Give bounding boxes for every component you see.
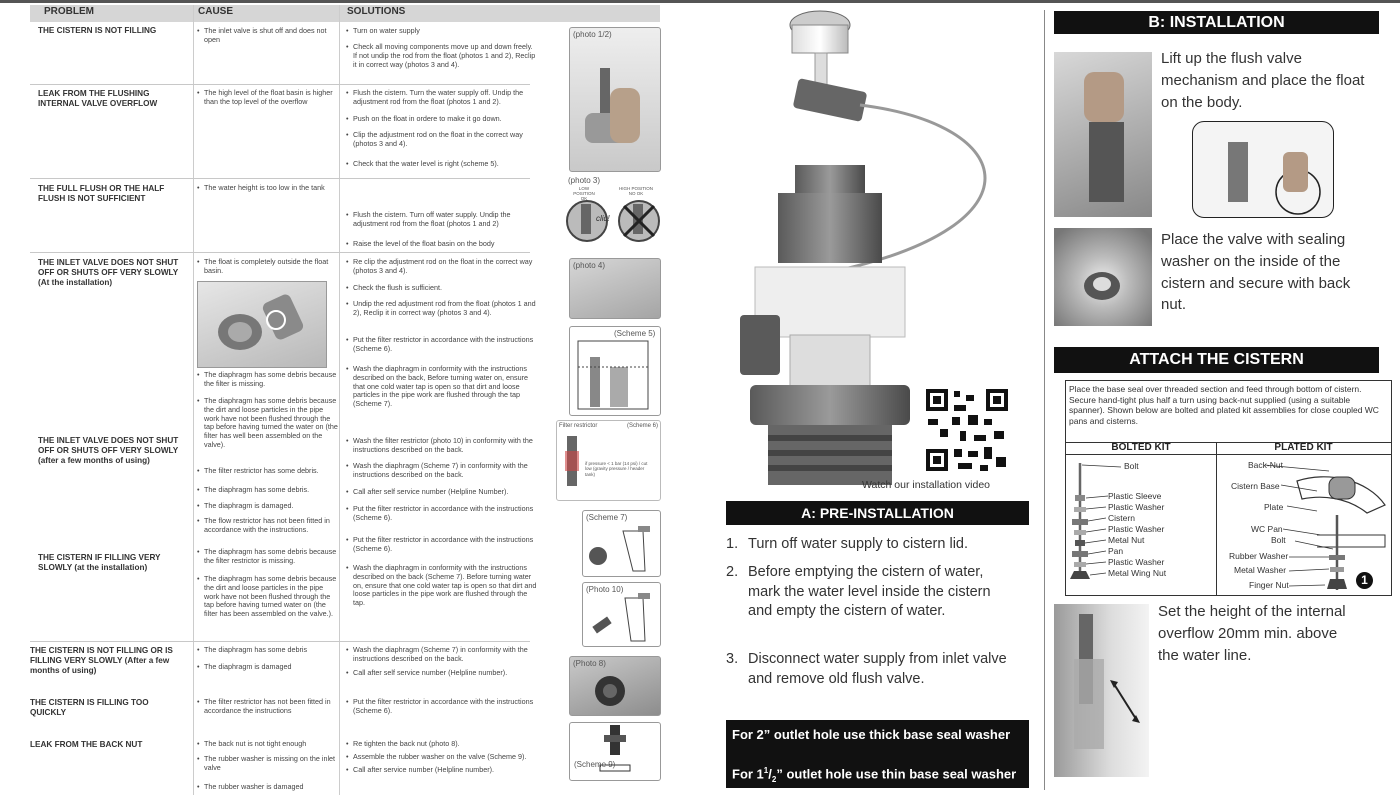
plated-label: Back-Nut bbox=[1248, 460, 1283, 470]
float-basin-photo bbox=[197, 281, 327, 368]
thin-washer-suffix: ” outlet hole use thin base seal washer bbox=[776, 766, 1017, 782]
bolted-label: Plastic Washer bbox=[1108, 524, 1165, 534]
solution-text: • Clip the adjustment rod on the float in the correct way (photos 3 and 4). bbox=[345, 131, 538, 149]
photo-label: (Photo 8) bbox=[573, 659, 606, 668]
top-border bbox=[0, 0, 1400, 3]
photo-8 bbox=[569, 656, 661, 716]
step-number: 1. bbox=[726, 536, 739, 552]
cause-text: • The filter restrictor has not been fitted in accordance the instructions bbox=[196, 698, 339, 716]
cause-text: • The flow restrictor has not been fitted in accordance with the instructions. bbox=[196, 517, 339, 535]
overflow-height-photo bbox=[1054, 604, 1149, 777]
photo-10 bbox=[582, 582, 661, 647]
attach-cistern-title: ATTACH THE CISTERN bbox=[1054, 347, 1379, 373]
pressure-note: if pressure < 1 bar (14 psi) / cut low (gravity pressure / header tank) bbox=[585, 461, 648, 477]
fraction-numerator: 1 bbox=[763, 766, 769, 775]
photo-label: (Scheme 5) bbox=[614, 329, 656, 338]
solution-text: • Wash the diaphragm (Scheme 7) in conformity with the instructions described on the back. bbox=[345, 646, 538, 664]
solution-text: • Push on the float in ordere to make it go down. bbox=[345, 115, 538, 124]
attach-intro: Place the base seal over threaded section and feed through bottom of cistern. Secure hand-tight plus half a turn using back-nut supplied (using a suitable spanner). Shown below are bolted and plated kit assemblies for close coupled WC pans and cisterns. bbox=[1069, 384, 1379, 426]
solution-text: • Wash the diaphragm (Scheme 7) in conformity with the instructions described on the back. bbox=[345, 462, 538, 480]
plated-label: Cistern Base bbox=[1231, 481, 1280, 491]
problem-text: THE INLET VALVE DOES NOT SHUT OFF OR SHUTS OFF VERY SLOWLY (At the installation) bbox=[38, 258, 179, 287]
solution-text: • Call after self service number (Helpline Number). bbox=[345, 488, 538, 497]
photo-label: (Scheme 9) bbox=[574, 760, 616, 769]
solution-text: • Check the flush is sufficient. bbox=[345, 284, 538, 293]
installation-step-2: Place the valve with sealing washer on the inside of the cistern and secure with back nut. bbox=[1161, 231, 1351, 314]
sealing-washer-photo bbox=[1054, 228, 1152, 326]
table-header bbox=[30, 5, 660, 22]
photo-label: (photo 3) bbox=[568, 176, 601, 185]
plated-label: Rubber Washer bbox=[1229, 551, 1289, 561]
step-text: Turn off water supply to cistern lid. bbox=[748, 536, 969, 552]
installation-step-1: Lift up the flush valve mechanism and place the float on the body. bbox=[1161, 50, 1365, 111]
problem-text: LEAK FROM THE BACK NUT bbox=[30, 740, 143, 749]
kit-diagram-box bbox=[1065, 380, 1392, 596]
step-number: 2. bbox=[726, 564, 739, 580]
photo-label: (photo 4) bbox=[573, 261, 606, 270]
bolted-label-bolt: Bolt bbox=[1124, 461, 1139, 471]
washer-illustration bbox=[1054, 228, 1152, 326]
pre-installation-title: A: PRE-INSTALLATION bbox=[726, 501, 1029, 525]
solution-text: • Put the filter restrictor in accordance with the instructions (Scheme 6). bbox=[345, 698, 538, 716]
problem-text: LEAK FROM THE FLUSHING INTERNAL VALVE OVERFLOW bbox=[38, 89, 158, 108]
hand-adjust-illustration bbox=[570, 28, 660, 171]
solution-text: • Call after service number (Helpline number). bbox=[345, 766, 538, 775]
bolted-label: Metal Nut bbox=[1108, 535, 1145, 545]
step-number: 3. bbox=[726, 651, 739, 667]
rubber-washer-illustration bbox=[570, 723, 660, 780]
cause-text: • The diaphragm has some debris because the dirt and loose particles in the pipe work have not been flushed through the tap before having turned the water on (the filter has well been assembled on the valve). bbox=[196, 397, 339, 450]
plated-label: Plate bbox=[1264, 502, 1284, 512]
hand-lift-illustration bbox=[1054, 52, 1152, 217]
solution-text: • Put the filter restrictor in accordance with the instructions (Scheme 6). bbox=[345, 336, 538, 354]
plated-label: Metal Washer bbox=[1234, 565, 1287, 575]
problem-text: THE FULL FLUSH OR THE HALF FLUSH IS NOT SUFFICIENT bbox=[38, 184, 165, 203]
plated-label: WC Pan bbox=[1251, 524, 1283, 534]
solution-text: • Wash the diaphragm in conformity with the instructions described on the back (Scheme 7). Before turning water on, ensure that one cold water tap is open so that dirt and loose particles in the pipe work are flushed through the tap. bbox=[345, 564, 538, 608]
solution-text: • Flush the cistern. Turn the water supply off. Undip the adjustment rod from the float (photos 1 and 2). bbox=[345, 89, 538, 107]
installation-title: B: INSTALLATION bbox=[1054, 11, 1379, 34]
lift-valve-photo bbox=[1054, 52, 1152, 217]
scheme-7 bbox=[582, 510, 661, 577]
thin-washer-text: For $1^1/_2$” outlet hole use thin base seal washer bbox=[732, 766, 1017, 784]
step-text: Before emptying the cistern of water, mark the water level inside the cistern and empty the cistern of water. bbox=[748, 564, 991, 620]
cause-text: • The rubber washer is damaged bbox=[196, 783, 339, 792]
header-problem: PROBLEM bbox=[44, 6, 94, 17]
bolted-label: Pan bbox=[1108, 546, 1124, 556]
problem-text: THE CISTERN IS FILLING TOO QUICKLY bbox=[30, 698, 149, 717]
solution-text: • Assemble the rubber washer on the valve (Scheme 9). bbox=[345, 753, 538, 762]
plated-label: Finger Nut bbox=[1249, 580, 1289, 590]
overflow-illustration bbox=[1054, 604, 1149, 777]
high-position-label: HIGH POSITION NO OK bbox=[618, 186, 653, 196]
problem-text: THE CISTERN IF FILLING VERY SLOWLY (at the installation) bbox=[38, 553, 161, 572]
cause-text: • The water height is too low in the tank bbox=[196, 184, 339, 193]
overflow-step: Set the height of the internal overflow 20mm min. above the water line. bbox=[1158, 603, 1346, 664]
step-text: Disconnect water supply from inlet valve and remove old flush valve. bbox=[748, 651, 1007, 687]
problem-text: THE CISTERN IS NOT FILLING OR IS FILLING VERY SLOWLY (After a few months of using) bbox=[30, 646, 173, 675]
bolted-label: Plastic Washer bbox=[1108, 557, 1165, 567]
plated-kit-title: PLATED KIT bbox=[1274, 442, 1333, 453]
cause-text: • The diaphragm has some debris because the filter restrictor is missing. bbox=[196, 548, 339, 566]
header-solutions: SOLUTIONS bbox=[347, 6, 406, 17]
header-cause: CAUSE bbox=[198, 6, 234, 17]
cause-text: • The inlet valve is shut off and does not open bbox=[196, 27, 339, 45]
column-divider bbox=[339, 5, 340, 795]
row-divider bbox=[30, 252, 530, 253]
problem-text: THE CISTERN IS NOT FILLING bbox=[38, 26, 157, 35]
cause-text: • The diaphragm has some debris bbox=[196, 646, 339, 655]
solution-text: • Put the filter restrictor in accordance with the instructions (Scheme 6). bbox=[345, 536, 538, 554]
qr-code[interactable] bbox=[924, 387, 1010, 473]
cause-text: • The rubber washer is missing on the inlet valve bbox=[196, 755, 339, 773]
bolted-label: Cistern bbox=[1108, 513, 1135, 523]
page-divider bbox=[1044, 10, 1045, 790]
washer-info-box bbox=[726, 720, 1029, 788]
photo-4 bbox=[569, 258, 661, 319]
scheme-6 bbox=[556, 420, 661, 501]
photo-label: (Photo 10) bbox=[586, 585, 624, 594]
column-divider bbox=[193, 5, 194, 795]
solution-text: • Wash the filter restrictor (photo 10) in conformity with the instructions described on the back. bbox=[345, 437, 538, 455]
thin-washer-prefix: For 1 bbox=[732, 766, 764, 782]
cause-text: • The high level of the float basin is higher than the top level of the overflow bbox=[196, 89, 339, 107]
low-position-label: LOW POSITION OK bbox=[573, 186, 595, 201]
plated-label: Bolt bbox=[1271, 535, 1286, 545]
photo-label: (Scheme 6) bbox=[627, 423, 659, 429]
float-basin-illustration bbox=[198, 282, 326, 367]
solution-text: • Wash the diaphragm in conformity with the instructions described on the back, Before turning water on, ensure that one cold water tap is open so that dirt and loose particles in the pipe work are flushed through the tap (Scheme 7). bbox=[345, 365, 538, 409]
solution-text: • Check all moving components move up and down freely. If not undip the rod from the float (photos 1 and 2), Reclip it in correct way (photos 3 and 4). bbox=[345, 43, 538, 69]
solution-text: • Check that the water level is right (scheme 5). bbox=[345, 160, 538, 169]
photo-label: (photo 1/2) bbox=[573, 30, 612, 39]
cause-text: • The float is completely outside the float basin. bbox=[196, 258, 339, 276]
solution-text: • Undip the red adjustment rod from the float (photos 1 and 2), Reclip it in correct way (photos 3 and 4). bbox=[345, 300, 538, 318]
cause-text: • The diaphragm has some debris. bbox=[196, 486, 339, 495]
solution-text: • Re clip the adjustment rod on the float in the correct way (photos 3 and 4). bbox=[345, 258, 538, 276]
solution-text: • Turn on water supply bbox=[345, 27, 538, 36]
scheme-9 bbox=[569, 722, 661, 781]
solution-text: • Put the filter restrictor in accordance with the instructions (Scheme 6). bbox=[345, 505, 538, 523]
kit-number-badge: 1 bbox=[1356, 572, 1373, 589]
cistern-scheme-illustration bbox=[570, 327, 660, 415]
cause-text: • The back nut is not tight enough bbox=[196, 740, 339, 749]
cause-text: • The filter restrictor has some debris. bbox=[196, 467, 339, 476]
row-divider bbox=[30, 84, 530, 85]
bolted-kit-title: BOLTED KIT bbox=[1111, 442, 1171, 453]
problem-text: THE INLET VALVE DOES NOT SHUT OFF OR SHUTS OFF VERY SLOWLY (after a few months of using) bbox=[38, 436, 179, 465]
thick-washer-text: For 2” outlet hole use thick base seal washer bbox=[732, 727, 1011, 742]
fraction-denominator: 2 bbox=[771, 774, 777, 784]
scheme-5 bbox=[569, 326, 661, 416]
solution-text: • Flush the cistern. Turn off water supply. Undip the adjustment rod from the float (photos 1 and 2) bbox=[345, 211, 538, 229]
solution-text: • Re tighten the back nut (photo 8). bbox=[345, 740, 538, 749]
float-detail-illustration bbox=[1193, 122, 1333, 217]
cause-text: • The diaphragm has some debris because the filter is missing. bbox=[196, 371, 339, 389]
photo-1-2 bbox=[569, 27, 661, 172]
filter-restrictor-label: Filter restrictor bbox=[559, 423, 598, 429]
cause-text: • The diaphragm is damaged. bbox=[196, 502, 339, 511]
solution-text: • Raise the level of the float basin on the body bbox=[345, 240, 538, 249]
video-caption: Watch our installation video bbox=[862, 479, 991, 491]
photo-label: (Scheme 7) bbox=[586, 513, 628, 522]
bolted-label: Metal Wing Nut bbox=[1108, 568, 1167, 578]
row-divider bbox=[30, 641, 530, 642]
row-divider bbox=[30, 178, 530, 179]
photo-3 bbox=[566, 174, 661, 249]
bolted-label: Plastic Sleeve bbox=[1108, 491, 1162, 501]
cause-text: • The diaphragm has some debris because the dirt and loose particles in the pipe work have not been flushed through the tap before having turned water on (the filter has been assembled on the valve.). bbox=[196, 575, 339, 619]
float-detail-photo bbox=[1192, 121, 1334, 218]
bolted-label: Plastic Washer bbox=[1108, 502, 1165, 512]
solution-text: • Call after self service number (Helpline number). bbox=[345, 669, 538, 678]
clic-label: clic! bbox=[596, 214, 610, 223]
cause-text: • The diaphragm is damaged bbox=[196, 663, 339, 672]
